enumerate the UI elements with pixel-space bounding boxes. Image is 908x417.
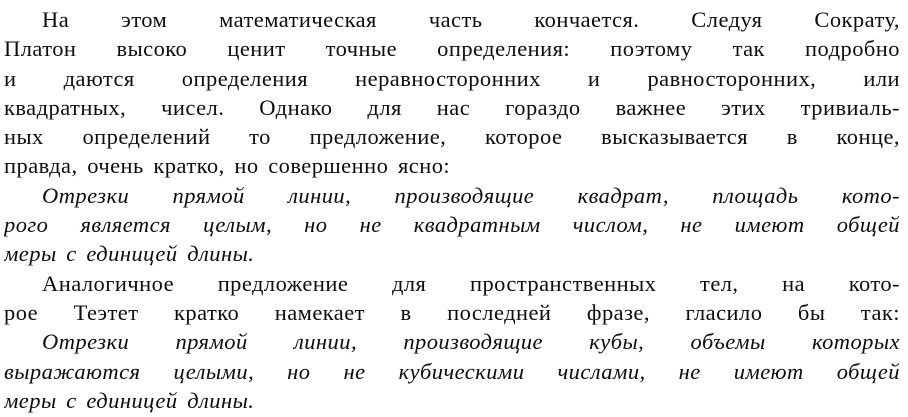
text-line: и даются определения неравносторонних и равносторонних, или <box>4 65 900 91</box>
paragraph-theorem-square <box>4 181 900 269</box>
text-line: меры с единицей длины. <box>4 387 255 413</box>
text-line: ных определений то предложение, которое высказывается в конце, <box>4 124 900 150</box>
text-line: выражаются целыми, но не кубическими числами, не имеют общей <box>4 358 900 384</box>
text-line: На этом математическая часть кончается. Следуя Сократу, <box>42 7 900 32</box>
text-line: рого является целым, но не квадратным числом, не имеют общей <box>4 212 900 238</box>
paragraph-intro <box>4 5 900 181</box>
text-line: Отрезки прямой линии, производящие квадрат, площадь кото- <box>42 182 900 208</box>
text-line: Аналогичное предложение для пространственных тел, на кото- <box>42 270 900 296</box>
text-line: Отрезки прямой линии, производящие кубы, объемы которых <box>42 329 900 355</box>
paragraph-analogous <box>4 269 900 328</box>
text-line: правда, очень кратко, но совершенно ясно: <box>4 153 451 179</box>
paragraph-theorem-cube <box>4 327 900 415</box>
text-line: квадратных, чисел. Однако для нас гораздо важнее этих тривиаль- <box>4 94 900 120</box>
text-line: Платон высоко ценит точные определения: поэтому так подробно <box>4 36 900 62</box>
text-line: меры с единицей длины. <box>4 241 255 267</box>
text-line: рое Теэтет кратко намекает в последней фразе, гласило бы так: <box>4 299 900 325</box>
